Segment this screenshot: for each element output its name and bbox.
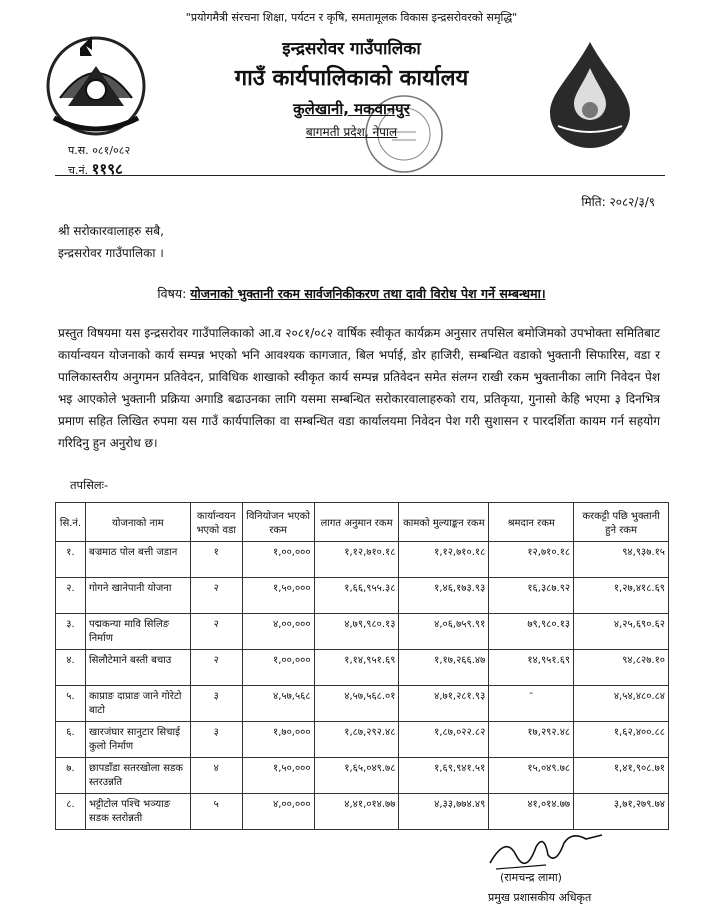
- table-cell: १५,०४९.७८: [489, 758, 574, 794]
- col-header: करकट्टी पछि भुक्तानी हुने रकम: [574, 503, 669, 542]
- table-cell: ७.: [56, 758, 86, 794]
- table-cell: १,६५,०४९.७८: [314, 758, 399, 794]
- table-cell: ४,०६,७५९.९१: [399, 614, 489, 650]
- table-cell: १.: [56, 542, 86, 578]
- table-cell: १,२७,४१८.६९: [574, 578, 669, 614]
- table-cell: १६,३८७.९२: [489, 578, 574, 614]
- table-cell: १,४१,९०८.७१: [574, 758, 669, 794]
- col-header: सि.नं.: [56, 503, 86, 542]
- table-cell: १,५०,०००: [242, 758, 314, 794]
- table-cell: ४.: [56, 650, 86, 686]
- table-cell: १,१४,९५१.६९: [314, 650, 399, 686]
- subject-text: योजनाको भुक्तानी रकम सार्वजनिकीकरण तथा दावी विरोध पेश गर्ने सम्बन्धमा।: [190, 286, 546, 301]
- table-row: [56, 686, 669, 722]
- chalani-number: [68, 159, 123, 179]
- subject: [0, 285, 703, 302]
- table-cell: खारजंघार सानुटार सिचाई कुलो निर्माण: [85, 722, 190, 758]
- col-header: श्रमदान रकम: [489, 503, 574, 542]
- table-cell: ४,००,०००: [242, 794, 314, 830]
- table-cell: १,८७,२९२.४८: [314, 722, 399, 758]
- col-header: विनियोजन भएको रकम: [242, 503, 314, 542]
- table-header-row: [56, 503, 669, 542]
- table-cell: १: [190, 542, 242, 578]
- table-cell: ३.: [56, 614, 86, 650]
- address-line-1: कुलेखानी, मकवानपुर: [293, 100, 410, 118]
- signatory-name: (रामचन्द्र लामा): [500, 871, 562, 884]
- subject-label: विषय:: [157, 286, 187, 301]
- table-cell: १,६६,९५५.३८: [314, 578, 399, 614]
- table-row: [56, 578, 669, 614]
- table-cell: १,००,०००: [242, 542, 314, 578]
- table-cell: २: [190, 650, 242, 686]
- letter-date: मिति: २०८२/३/९: [581, 195, 655, 209]
- table-cell: ९४,८२७.१०: [574, 650, 669, 686]
- municipality-name: इन्द्रसरोवर गाउँपालिका: [282, 39, 421, 59]
- table-cell: १,००,०००: [242, 650, 314, 686]
- table-cell: ४,२५,६९०.६२: [574, 614, 669, 650]
- table-cell: १२,७१०.१८: [489, 542, 574, 578]
- table-cell: ४,७९,९८०.१३: [314, 614, 399, 650]
- table-cell: ३: [190, 722, 242, 758]
- table-cell: ३,७१,२७९.७४: [574, 794, 669, 830]
- table-row: [56, 614, 669, 650]
- table-cell: बज्रमाठ पोल बत्ती जडान: [85, 542, 190, 578]
- table-cell: ४,००,०००: [242, 614, 314, 650]
- table-cell: ४,५४,४८०.८४: [574, 686, 669, 722]
- table-cell: १,६२,४००.८८: [574, 722, 669, 758]
- table-cell: ३: [190, 686, 242, 722]
- header-divider: [55, 175, 665, 176]
- table-cell: ६.: [56, 722, 86, 758]
- table-cell: ४,५७,५६८.०१: [314, 686, 399, 722]
- table-cell: ४१,०१४.७७: [489, 794, 574, 830]
- col-header: लागत अनुमान रकम: [314, 503, 399, 542]
- office-name: गाउँ कार्यपालिकाको कार्यालय: [234, 66, 469, 91]
- table-cell: ५: [190, 794, 242, 830]
- chalani-label: च.नं.: [68, 164, 89, 177]
- patra-label: प.स.: [68, 144, 89, 157]
- table-cell: १७,२९२.४८: [489, 722, 574, 758]
- table-cell: १,५०,०००: [242, 578, 314, 614]
- table-cell: छापडाँडा सतरखोला सडक स्तरउन्नति: [85, 758, 190, 794]
- table-cell: ५.: [56, 686, 86, 722]
- motto: "प्रयोगमैत्री संरचना शिक्षा, पर्यटन र कृषि, समतामूलक विकास इन्द्रसरोवरको समृद्धि": [185, 11, 518, 24]
- col-header: कामको मुल्याङ्कन रकम: [399, 503, 489, 542]
- patra-value: ०८१/०८२: [92, 144, 131, 157]
- table-cell: ८.: [56, 794, 86, 830]
- body-paragraph: प्रस्तुत विषयमा यस इन्द्रसरोवर गाउँपालिकाको आ.व २०८१/०८२ वार्षिक स्वीकृत कार्यक्रम अनुसार तपसिल बमोजिमको उपभोक्ता समितिबाट कार्यान्वयन योजनाको कार्य सम्पन्न भएको भनि आवश्यक कागजात, बिल भर्पाई, डोर हाजिरी, सम्बन्धित वडाको भुक्तानी सिफारिस, वडा र पालिकास्तरीय अनुगमन प्रतिवेदन, प्राविधिक शाखाको स्वीकृत कार्य सम्पन्न प्रतिवेदन समेत संलग्न राखी रकम भुक्तानीका लागि निवेदन पेश भइ आएकोले भुक्तानी प्रक्रिया अगाडि बढाउनका लागि यसमा सम्बन्धित सरोकारवालाहरुको राय, प्रतिकृया, गुनासो केहि भएमा ३ दिनभित्र प्रमाण सहित लिखित रुपमा यस गाउँ कार्यपालिका वा सम्बन्धित वडा कार्यालयमा निवेदन पेश गरी सुशासन र पारदर्शिता कायम गर्न सहयोग गरिदिनु हुन अनुरोध छ।: [58, 326, 660, 450]
- handwritten-signature: [486, 825, 606, 875]
- table-cell: १,७०,०००: [242, 722, 314, 758]
- tapasil-label: तपसिलः-: [70, 478, 109, 492]
- table-row: [56, 722, 669, 758]
- table-row: [56, 650, 669, 686]
- table-cell: भट्टीटोल पश्चि भञ्याङ सडक स्तरोन्नती: [85, 794, 190, 830]
- addressee-line-2: इन्द्रसरोवर गाउँपालिका ।: [58, 246, 164, 260]
- table-cell: २: [190, 578, 242, 614]
- table-cell: १,८७,०२२.८२: [399, 722, 489, 758]
- table-row: [56, 758, 669, 794]
- addressee-line-1: श्री सरोकारवालाहरु सबै,: [58, 224, 164, 238]
- table-cell: ९४,९३७.१५: [574, 542, 669, 578]
- table-cell: १,१२,७१०.१८: [399, 542, 489, 578]
- table-cell: गोगने खानेपानी योजना: [85, 578, 190, 614]
- table-cell: २.: [56, 578, 86, 614]
- table-cell: २: [190, 614, 242, 650]
- table-cell: १,६९,९४१.५१: [399, 758, 489, 794]
- table-cell: ४,५७,५६८: [242, 686, 314, 722]
- table-cell: पद्मकन्या मावि सिलिङ निर्माण: [85, 614, 190, 650]
- table-row: [56, 542, 669, 578]
- patra-sankhya: [68, 143, 130, 158]
- table-cell: -: [489, 686, 574, 722]
- table-cell: ४,७१,२८१.९३: [399, 686, 489, 722]
- table-cell: ७९,९८०.१३: [489, 614, 574, 650]
- table-cell: १,४६,१७३.९३: [399, 578, 489, 614]
- table-cell: १,१७,२६६.४७: [399, 650, 489, 686]
- table-cell: १,१२,७१०.१८: [314, 542, 399, 578]
- table-cell: काप्राङ दाप्राङ जाने गोरेटो बाटो: [85, 686, 190, 722]
- chalani-value: ११९८: [91, 160, 123, 178]
- payment-table: [55, 502, 669, 830]
- table-cell: १४,९५१.६९: [489, 650, 574, 686]
- col-header: कार्यान्वयन भएको वडा: [190, 503, 242, 542]
- col-header: योजनाको नाम: [85, 503, 190, 542]
- signatory-designation: प्रमुख प्रशासकीय अधिकृत: [488, 891, 592, 904]
- table-cell: ४,४१,०१४.७७: [314, 794, 399, 830]
- table-cell: ४: [190, 758, 242, 794]
- table-cell: ४,३३,७७४.४९: [399, 794, 489, 830]
- table-cell: सिलौटेमाने बस्ती बचाउ: [85, 650, 190, 686]
- address-line-2: बागमती प्रदेश, नेपाल: [305, 125, 398, 139]
